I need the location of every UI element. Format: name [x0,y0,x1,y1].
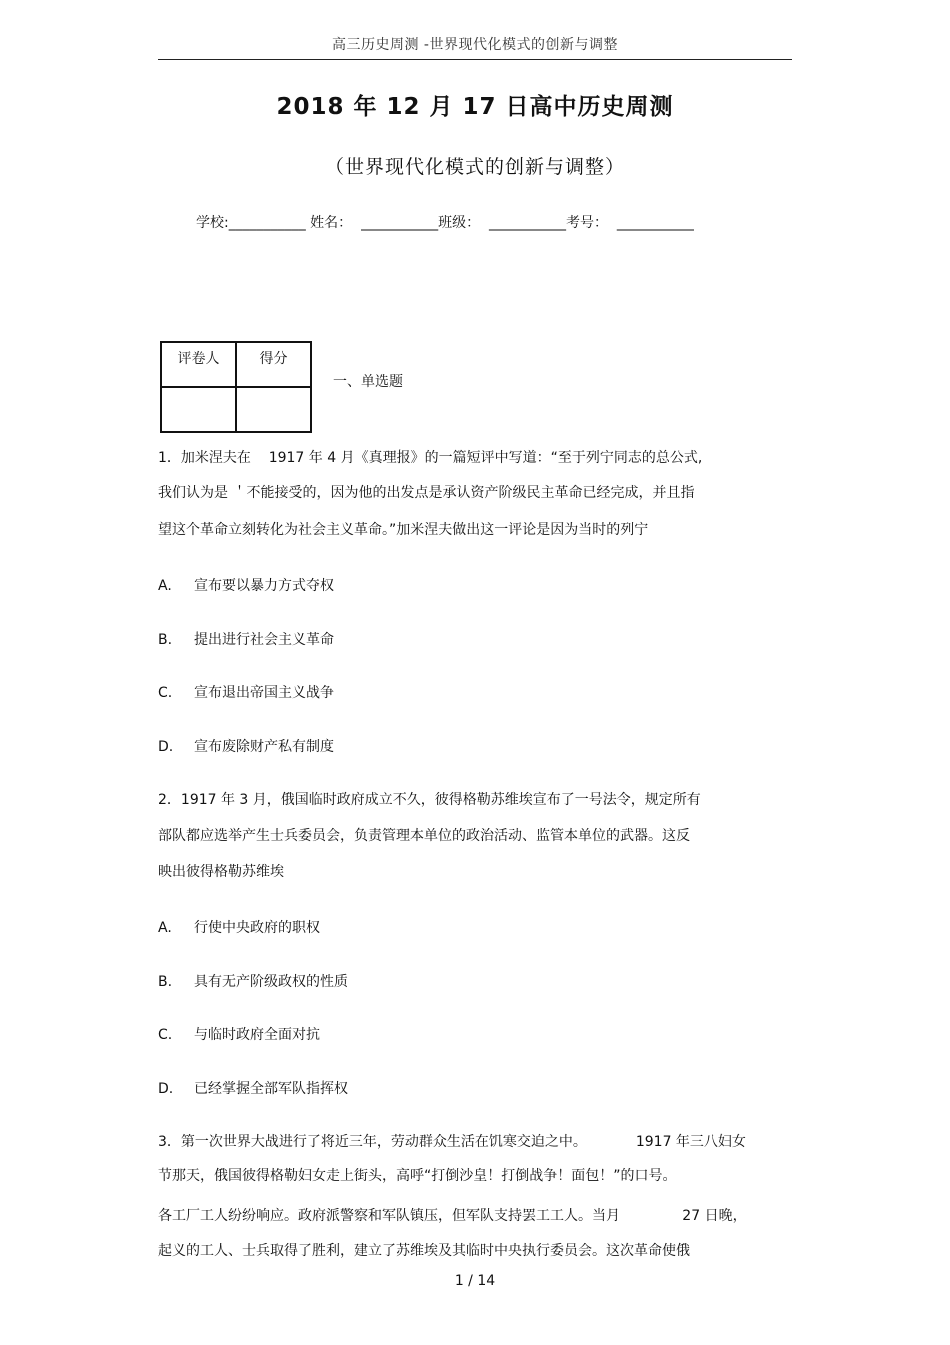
question-2-option-c [158,1026,320,1044]
option-letter: A. [158,578,172,594]
option-text: 宣布要以暴力方式夺权 [194,578,334,594]
question-1-option-b [158,631,334,649]
score-table-header-row [161,342,311,387]
question-3-line-3: 各工厂工人纷纷响应。政府派警察和军队镇压，但军队支持罢工工人。当月 27 日晚， [158,1208,747,1224]
score-header-cell: 得分 [236,342,311,387]
header-divider [158,59,792,60]
option-text: 与临时政府全面对抗 [194,1027,320,1043]
page-title: 2018 年 12 月 17 日高中历史周测 [276,94,674,120]
option-letter: C. [158,685,173,701]
option-letter: C. [158,1027,173,1043]
question-1-line-3: 望这个革命立刻转化为社会主义革命。”加米涅夫做出这一评论是因为当时的列宁 [158,522,649,538]
option-letter: D. [158,739,174,755]
question-2-line-1: 2．1917 年 3 月，俄国临时政府成立不久，彼得格勒苏维埃宣布了一号法令，规定所有 [158,792,701,808]
option-text: 宣布废除财产私有制度 [194,739,334,755]
question-2-line-3: 映出彼得格勒苏维埃 [158,864,284,880]
question-2-option-b [158,973,348,991]
option-text: 行使中央政府的职权 [194,920,320,936]
student-info-line: 学校:___________ 姓名： ___________班级： ___________考号： ___________ [196,215,694,231]
page-number: 1 / 14 [454,1273,496,1289]
running-header: 高三历史周测 -世界现代化模式的创新与调整 [331,37,618,53]
question-3-line-2: 节那天，俄国彼得格勒妇女走上街头，高呼“打倒沙皇！打倒战争！面包！”的口号。 [158,1168,677,1184]
question-1-option-d [158,738,334,756]
option-letter: B. [158,632,173,648]
option-letter: B. [158,974,173,990]
question-1-option-a [158,577,334,595]
score-value-cell [236,387,311,432]
grader-header-cell: 评卷人 [161,342,236,387]
option-text: 已经掌握全部军队指挥权 [194,1081,348,1097]
question-2-line-2: 部队都应选举产生士兵委员会，负责管理本单位的政治活动、监管本单位的武器。这反 [158,828,690,844]
option-text: 具有无产阶级政权的性质 [194,974,348,990]
question-3-line-4: 起义的工人、士兵取得了胜利，建立了苏维埃及其临时中央执行委员会。这次革命使俄 [158,1243,690,1259]
question-1-line-2: 我们认为是 ＇不能接受的，因为他的出发点是承认资产阶级民主革命已经完成，并且指 [158,485,695,501]
option-letter: D. [158,1081,174,1097]
grader-value-cell [161,387,236,432]
question-2-option-a [158,919,320,937]
option-text: 提出进行社会主义革命 [194,632,334,648]
option-letter: A. [158,920,172,936]
score-table-value-row [161,387,311,432]
option-text: 宣布退出帝国主义战争 [194,685,334,701]
question-2-option-d [158,1080,348,1098]
question-3-line-1: 3．第一次世界大战进行了将近三年，劳动群众生活在饥寒交迫之中。 1917 年三八妇女 [158,1134,746,1150]
score-table [160,341,312,433]
section-heading: 一、单选题 [333,374,403,390]
question-1-line-1: 1．加米涅夫在 1917 年 4 月《真理报》的一篇短评中写道：“至于列宁同志的总公式, [158,450,703,466]
question-1-option-c [158,684,334,702]
page-subtitle: （世界现代化模式的创新与调整） [324,156,625,178]
